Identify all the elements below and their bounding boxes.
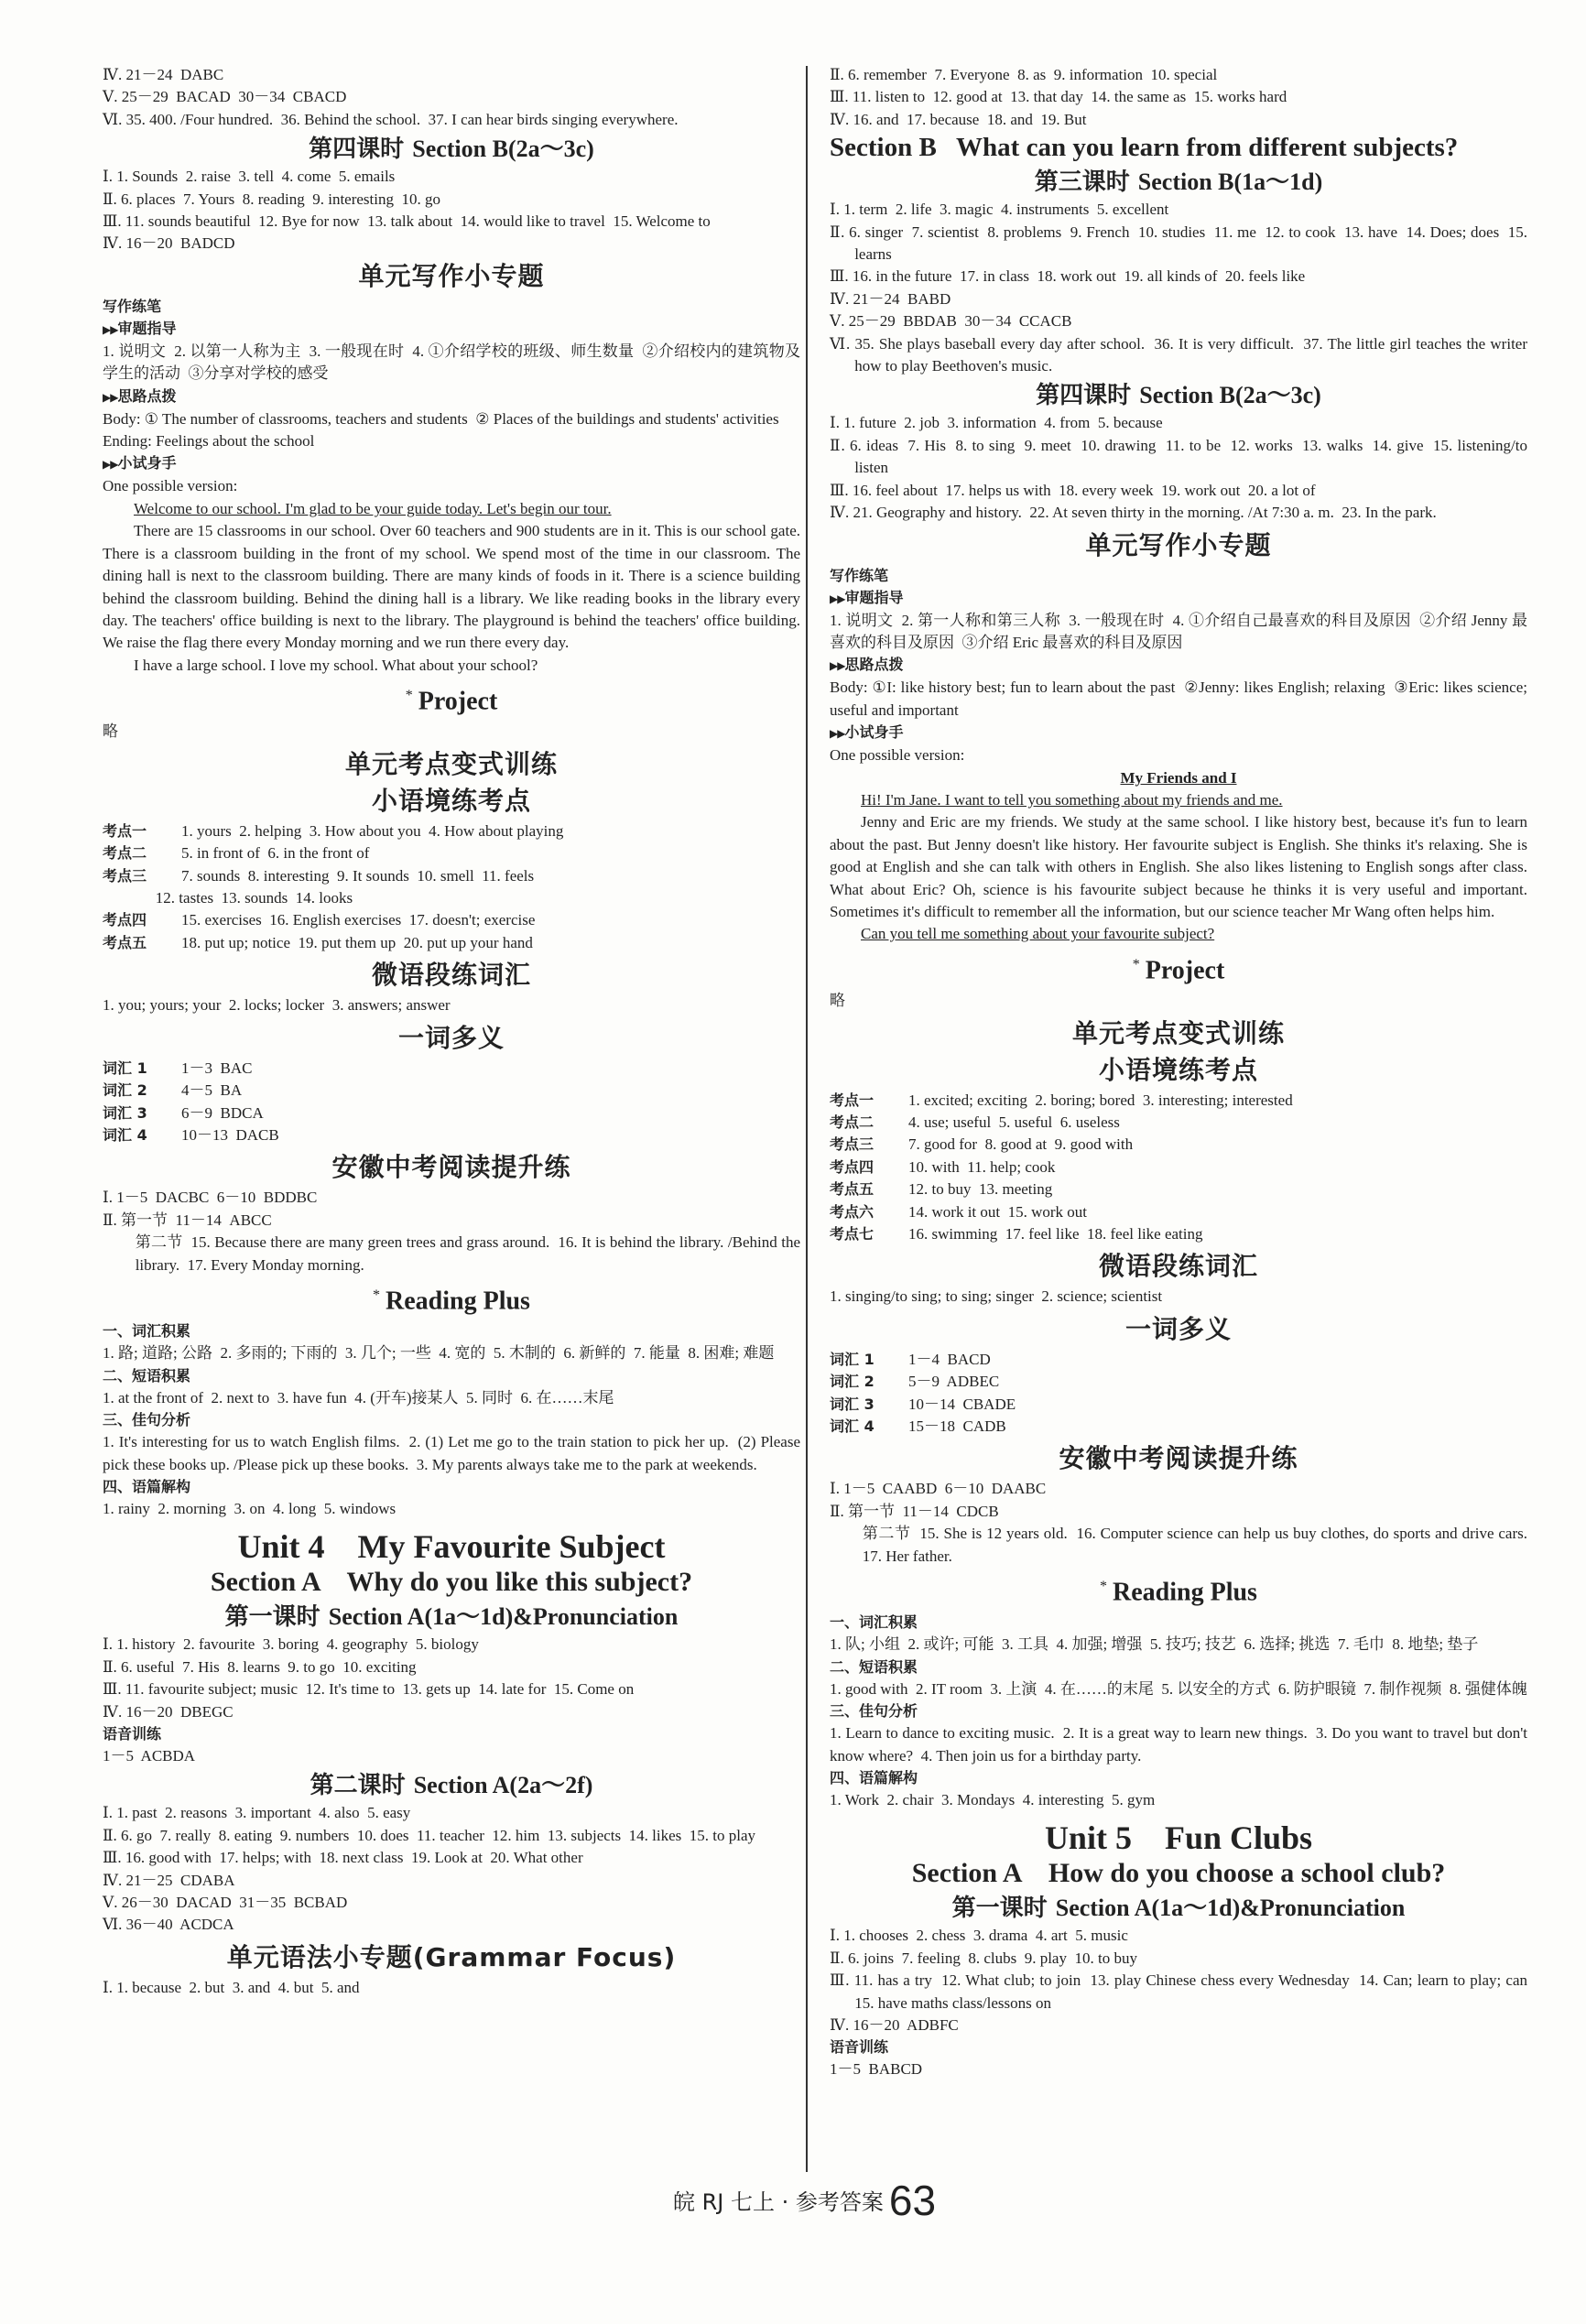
keypoint-answers: 15－18 CADB <box>908 1417 1006 1435</box>
answer-line: Ⅲ. 16. good with 17. helps; with 18. next class 19. Look at 20. What other <box>103 1849 583 1867</box>
star-icon: * <box>373 1287 381 1303</box>
keypoint-answers: 5－9 ADBEC <box>908 1373 1000 1391</box>
keypoint-answers: 1. excited; exciting 2. boring; bored 3. interesting; interested <box>908 1091 1293 1109</box>
section-label-text: 一、词汇积累 <box>830 1613 918 1632</box>
keypoint-answers: 15. exercises 16. English exercises 17. doesn't; exercise <box>181 911 536 929</box>
answer-line: Ending: Feelings about the school <box>103 432 315 451</box>
answer-line: Ⅴ. 25－29 BACAD 30－34 CBACD <box>103 88 347 106</box>
section-label-text: 二、短语积累 <box>830 1657 918 1676</box>
keypoint-line <box>830 1394 1527 1416</box>
answer-line: Ⅰ. 1. past 2. reasons 3. important 4. also 5. easy <box>103 1804 411 1822</box>
keypoint-line <box>103 1124 800 1146</box>
answer-line: Body: ① The number of classrooms, teachers and students ② Places of the buildings and students' activities <box>103 409 779 428</box>
keypoint-line <box>103 1080 800 1102</box>
keypoint-answers: 4. use; useful 5. useful 6. useless <box>908 1113 1120 1131</box>
unit-title: Unit 5 Fun Clubs <box>1044 1819 1313 1857</box>
english-heading-text: Project <box>418 687 498 716</box>
lesson-number: 第四课时 <box>309 136 405 164</box>
answer-line: 1. Work 2. chair 3. Mondays 4. interesting 5. gym <box>830 1790 1156 1808</box>
keypoint-line <box>103 842 800 864</box>
answer-line: Body: ①I: like history best; fun to learn about the past ②Jenny: likes English; relaxing ③Eric: likes science; useful and important <box>830 679 1532 719</box>
keypoint-answers: 1. yours 2. helping 3. How about you 4. How about playing <box>181 821 564 840</box>
essay-paragraph: I have a large school. I love my school. What about your school? <box>134 656 538 674</box>
section-label-text: 小试身手 <box>117 454 177 472</box>
keypoint-line <box>830 1112 1527 1134</box>
arrow-icon: ▶▶ <box>103 390 118 404</box>
english-heading-text: Reading Plus <box>386 1287 530 1316</box>
answer-line: Ⅱ. 6. remember 7. Everyone 8. as 9. information 10. special <box>830 66 1218 83</box>
answer-line: 略 <box>830 992 845 1010</box>
answer-line: Ⅳ. 16－20 BADCD <box>103 234 235 253</box>
keypoint-line <box>830 1349 1527 1371</box>
keypoint-label: 词汇 4 <box>830 1417 874 1435</box>
left-column <box>103 64 805 1999</box>
topic-heading: 单元考点变式训练 <box>344 748 558 779</box>
answer-line: Ⅳ. 21－24 BABD <box>830 289 951 308</box>
lesson-section: Section A(1a～1d)&Pronunciation <box>1055 1895 1406 1922</box>
star-icon: * <box>1132 956 1140 972</box>
answer-line: 1. at the front of 2. next to 3. have fun 4. (开车)接某人 5. 同时 6. 在……末尾 <box>103 1388 614 1406</box>
lesson-number: 第一课时 <box>224 1603 320 1632</box>
keypoint-answers: 7. good for 8. good at 9. good with <box>908 1135 1134 1154</box>
keypoint-answers: 5. in front of 6. in the front of <box>181 844 370 863</box>
answer-line: Ⅱ. 6. joins 7. feeling 8. clubs 9. play 10. to buy <box>830 1949 1137 1967</box>
keypoint-answers: 6－9 BDCA <box>181 1103 264 1122</box>
lesson-number: 第一课时 <box>951 1895 1048 1923</box>
answer-line: Ⅱ. 第一节 11－14 CDCB <box>830 1502 999 1520</box>
lesson-heading <box>103 1771 800 1800</box>
keypoint-label: 词汇 1 <box>830 1350 874 1368</box>
section-label <box>103 1320 800 1342</box>
keypoint-label: 词汇 2 <box>830 1373 874 1391</box>
essay-title: My Friends and I <box>1120 768 1237 787</box>
keypoint-line <box>103 932 800 954</box>
section-label-text: 思路点拨 <box>117 386 177 405</box>
lesson-number: 第四课时 <box>1036 382 1132 410</box>
answer-line: 1. 说明文 2. 以第一人称为主 3. 一般现在时 4. ①介绍学校的班级、师生数量 ②介绍校内的建筑物及学生的活动 ③分享对学校的感受 <box>103 342 800 383</box>
section-label <box>830 587 1527 610</box>
section-label <box>830 722 1527 744</box>
section-label <box>103 1409 800 1431</box>
arrow-icon: ▶▶ <box>830 727 845 741</box>
topic-heading: 一词多义 <box>1124 1313 1232 1344</box>
answer-line: Ⅰ. 1－5 DACBC 6－10 BDDBC <box>103 1189 318 1207</box>
lesson-number: 第三课时 <box>1034 168 1130 197</box>
essay-paragraph: There are 15 classrooms in our school. Over 60 teachers and 900 students are in it. This is our school gate. There is a classroom building in the front of my school. We spend most of the time in our classroom. The dining hall is next to the classroom building. There are many kinds of foods in it. There is a science building behind the classroom building. Behind the dining hall is a library. We like reading books in the library every day. The teachers' office building is next to the library. The playground is behind the teachers' office building. We raise the flag there every Monday morning and we run there every day. <box>103 522 805 652</box>
keypoint-line <box>103 1102 800 1124</box>
keypoint-line <box>830 1178 1527 1200</box>
keypoint-line <box>103 820 800 842</box>
keypoint-answers: 1－4 BACD <box>908 1350 991 1368</box>
section-label <box>830 1700 1527 1722</box>
section-label <box>103 296 800 318</box>
lesson-section: Section B(2a～3c) <box>412 136 594 163</box>
keypoint-label: 词汇 3 <box>830 1395 874 1413</box>
keypoint-line <box>830 1201 1527 1223</box>
section-label <box>103 386 800 408</box>
keypoint-answers: 18. put up; notice 19. put them up 20. put up your hand <box>181 933 533 951</box>
answer-line: 1. you; yours; your 2. locks; locker 3. answers; answer <box>103 996 451 1015</box>
answer-line: Ⅳ. 21－25 CDABA <box>103 1871 235 1889</box>
lesson-section: Section A(1a～1d)&Pronunciation <box>328 1603 679 1631</box>
keypoint-line <box>830 1416 1527 1438</box>
topic-heading: 安徽中考阅读提升练 <box>1059 1443 1298 1474</box>
right-column <box>830 64 1536 2081</box>
unit-title: Unit 4 My Favourite Subject <box>237 1528 666 1566</box>
answer-line: 1－5 ACBDA <box>103 1746 196 1765</box>
answer-line: 1. It's interesting for us to watch English films. 2. (1) Let me go to the train station to pick her up. (2) Please pick these books up. /Please pick up these books. 3. My parents always take me to the park at weekends. <box>103 1433 805 1473</box>
english-heading-text: Project <box>1145 956 1225 985</box>
topic-heading: 微语段练词汇 <box>371 960 531 991</box>
answer-line: One possible version: <box>830 746 965 765</box>
section-label-text: 审题指导 <box>844 588 904 606</box>
answer-line: Ⅱ. 6. places 7. Yours 8. reading 9. interesting 10. go <box>103 190 440 208</box>
keypoint-label: 考点三 <box>830 1135 874 1154</box>
answer-line: Ⅳ. 16－20 ADBFC <box>830 2016 959 2034</box>
star-icon: * <box>1100 1579 1108 1595</box>
essay-paragraph: Can you tell me something about your favourite subject? <box>861 925 1215 943</box>
answer-line: Ⅲ. 16. in the future 17. in class 18. work out 19. all kinds of 20. feels like <box>830 267 1306 286</box>
essay-paragraph: Jenny and Eric are my friends. We study at the same school. I like history best, because it's fun to learn about the past. But Jenny doesn't like history. Her favourite subject is English. She thinks it's relaxing. She is good at English and she can talk with others in English. She also likes listening to English songs after class. What about Eric? Oh, science is his favourite subject because he thinks it is very useful and important. Sometimes it's difficult to remember all the information, but our science teacher Mr Wang often helps him. <box>830 813 1532 920</box>
footer-label: 皖 RJ 七上 · 参考答案 <box>673 2189 884 2215</box>
answer-line: Ⅳ. 16－20 DBEGC <box>103 1702 234 1721</box>
keypoint-label: 考点六 <box>830 1202 874 1221</box>
answer-line: Ⅰ. 1. history 2. favourite 3. boring 4. geography 5. biology <box>103 1635 479 1654</box>
topic-heading: 微语段练词汇 <box>1098 1251 1258 1282</box>
lesson-heading <box>830 381 1527 410</box>
keypoint-answers: 1－3 BAC <box>181 1059 253 1077</box>
keypoint-answers: 7. sounds 8. interesting 9. It sounds 10. smell 11. feels <box>181 866 535 885</box>
keypoint-label: 考点四 <box>830 1157 874 1176</box>
keypoint-label: 考点四 <box>103 911 147 929</box>
answer-line: Ⅰ. 1. chooses 2. chess 3. drama 4. art 5. music <box>830 1927 1128 1945</box>
answer-line: Ⅵ. 35. 400. /Four hundred. 36. Behind the school. 37. I can hear birds singing everywhere. <box>103 110 679 128</box>
section-title: Section B What can you learn from different subjects? <box>830 133 1459 163</box>
topic-heading: 一词多义 <box>397 1022 505 1053</box>
section-label <box>103 452 800 475</box>
keypoint-label: 词汇 2 <box>103 1081 147 1100</box>
page-number: 63 <box>888 2177 937 2224</box>
answer-line: Ⅱ. 6. go 7. really 8. eating 9. numbers 10. does 11. teacher 12. him 13. subjects 14. likes 15. to play <box>103 1826 755 1844</box>
keypoint-answers: 12. to buy 13. meeting <box>908 1180 1053 1199</box>
english-heading-text: Reading Plus <box>1113 1578 1257 1607</box>
answer-line: 1. 说明文 2. 第一人称和第三人称 3. 一般现在时 4. ①介绍自己最喜欢的科目及原因 ②介绍 Jenny 最喜欢的科目及原因 ③介绍 Eric 最喜欢的科目及原因 <box>830 611 1527 651</box>
essay-paragraph: Hi! I'm Jane. I want to tell you something about my friends and me. <box>861 790 1283 809</box>
answer-line: Ⅲ. 11. listen to 12. good at 13. that day 14. the same as 15. works hard <box>830 88 1287 106</box>
keypoint-line <box>830 1157 1527 1178</box>
section-label-text: 审题指导 <box>117 319 177 337</box>
keypoint-answers: 14. work it out 15. work out <box>908 1202 1088 1221</box>
answer-line: Ⅲ. 11. favourite subject; music 12. It's time to 13. gets up 14. late for 15. Come on <box>103 1680 635 1699</box>
english-heading <box>830 950 1527 986</box>
keypoint-label: 考点七 <box>830 1224 874 1243</box>
keypoint-answers: 4－5 BA <box>181 1081 243 1100</box>
answer-line: One possible version: <box>103 477 238 495</box>
answer-line: Ⅰ. 1－5 CAABD 6－10 DAABC <box>830 1480 1047 1498</box>
section-label-text: 一、词汇积累 <box>103 1322 191 1341</box>
topic-heading: 单元写作小专题 <box>1085 529 1272 560</box>
topic-heading: 单元考点变式训练 <box>1071 1017 1285 1048</box>
answer-line: 1－5 BABCD <box>830 2060 923 2079</box>
keypoint-label: 考点三 <box>103 866 147 885</box>
section-label-text: 语音训练 <box>103 1724 162 1743</box>
keypoint-label: 词汇 3 <box>103 1103 147 1122</box>
section-label <box>103 1723 800 1745</box>
keypoint-label: 考点五 <box>103 933 147 951</box>
keypoint-label: 词汇 4 <box>103 1125 147 1144</box>
answer-line: Ⅳ. 21－24 DABC <box>103 66 224 83</box>
answer-line: 12. tastes 13. sounds 14. looks <box>155 889 353 907</box>
answer-line: 1. singing/to sing; to sing; singer 2. science; scientist <box>830 1287 1163 1306</box>
section-title: Section A How do you choose a school club? <box>911 1858 1446 1889</box>
arrow-icon: ▶▶ <box>103 322 118 336</box>
section-label <box>830 654 1527 677</box>
section-label <box>830 1612 1527 1634</box>
keypoint-line <box>830 1371 1527 1393</box>
lesson-heading <box>103 135 800 164</box>
keypoint-label: 考点二 <box>830 1113 874 1131</box>
answer-line: 第二节 15. She is 12 years old. 16. Computer science can help us buy clothes, do sports and drive cars. 17. Her father. <box>862 1525 1536 1565</box>
page-footer <box>673 2177 966 2225</box>
answer-line: 略 <box>103 722 118 741</box>
section-label-text: 小试身手 <box>844 723 904 742</box>
section-label <box>103 1365 800 1387</box>
section-label <box>830 1656 1527 1678</box>
lesson-number: 第二课时 <box>310 1772 406 1800</box>
lesson-heading <box>830 1894 1527 1923</box>
section-label-text: 语音训练 <box>830 2038 889 2057</box>
section-label <box>103 1476 800 1498</box>
topic-heading: 小语境练考点 <box>371 785 531 816</box>
lesson-heading <box>103 1602 800 1632</box>
keypoint-answers: 16. swimming 17. feel like 18. feel like eating <box>908 1224 1203 1243</box>
answer-line: Ⅰ. 1. future 2. job 3. information 4. from 5. because <box>830 414 1163 432</box>
topic-heading: 单元语法小专题(Grammar Focus) <box>226 1941 677 1972</box>
answer-line: 1. rainy 2. morning 3. on 4. long 5. windows <box>103 1499 396 1517</box>
section-label-text: 四、语篇解构 <box>103 1477 191 1495</box>
keypoint-answers: 10－13 DACB <box>181 1125 279 1144</box>
answer-line: Ⅱ. 6. ideas 7. His 8. to sing 9. meet 10. drawing 11. to be 12. works 13. walks 14. give 15. listening/to listen <box>830 436 1532 477</box>
section-label-text: 四、语篇解构 <box>830 1768 918 1786</box>
answer-line: Ⅵ. 36－40 ACDCA <box>103 1916 234 1934</box>
english-heading <box>103 1280 800 1317</box>
essay-paragraph: Welcome to our school. I'm glad to be your guide today. Let's begin our tour. <box>134 499 612 517</box>
keypoint-label: 考点一 <box>103 821 147 840</box>
answer-line: Ⅰ. 1. Sounds 2. raise 3. tell 4. come 5. emails <box>103 168 396 186</box>
column-divider <box>806 66 808 2172</box>
keypoint-answers: 10－14 CBADE <box>908 1395 1016 1413</box>
answer-line: Ⅱ. 6. singer 7. scientist 8. problems 9. French 10. studies 11. me 12. to cook 13. have 14. Does; does 15. learns <box>830 223 1532 264</box>
answer-line: Ⅲ. 11. sounds beautiful 12. Bye for now 13. talk about 14. would like to travel 15. Welcome to <box>103 212 711 231</box>
lesson-section: Section A(2a～2f) <box>413 1772 593 1799</box>
answer-line: Ⅰ. 1. term 2. life 3. magic 4. instruments 5. excellent <box>830 201 1169 219</box>
answer-line: Ⅳ. 21. Geography and history. 22. At seven thirty in the morning. /At 7:30 a. m. 23. In the park. <box>830 504 1437 522</box>
keypoint-label: 考点五 <box>830 1180 874 1199</box>
answer-line: 1. Learn to dance to exciting music. 2. It is a great way to learn new things. 3. Do you want to travel but don't know where? 4. Then join us for a birthday party. <box>830 1724 1532 1765</box>
answer-line: Ⅴ. 25－29 BBDAB 30－34 CCACB <box>830 312 1072 331</box>
section-label <box>830 2036 1527 2058</box>
section-title: Section A Why do you like this subject? <box>210 1567 693 1598</box>
lesson-section: Section B(1a～1d) <box>1137 168 1323 196</box>
keypoint-line <box>103 909 800 931</box>
english-heading <box>830 1571 1527 1608</box>
keypoint-label: 词汇 1 <box>103 1059 147 1077</box>
english-heading <box>103 680 800 717</box>
keypoint-line <box>103 865 800 887</box>
arrow-icon: ▶▶ <box>830 592 845 605</box>
section-label-text: 三、佳句分析 <box>103 1411 191 1429</box>
answer-line: Ⅱ. 6. useful 7. His 8. learns 9. to go 10. exciting <box>103 1657 417 1676</box>
lesson-section: Section B(2a～3c) <box>1139 382 1321 409</box>
topic-heading: 单元写作小专题 <box>358 260 545 291</box>
keypoint-line <box>830 1090 1527 1112</box>
lesson-heading <box>830 168 1527 197</box>
answer-line: 1. 路; 道路; 公路 2. 多雨的; 下雨的 3. 几个; 一些 4. 宽的 5. 木制的 6. 新鲜的 7. 能量 8. 困难; 难题 <box>103 1344 775 1363</box>
answer-line: 第二节 15. Because there are many green trees and grass around. 16. It is behind the library. /Behind the library. 17. Every Monday morning. <box>135 1233 805 1274</box>
keypoint-answers: 10. with 11. help; cook <box>908 1157 1056 1176</box>
keypoint-line <box>830 1223 1527 1245</box>
answer-line: 1. good with 2. IT room 3. 上演 4. 在……的末尾 5. 以安全的方式 6. 防护眼镜 7. 制作视频 8. 强健体魄 <box>830 1679 1527 1698</box>
answer-line: Ⅲ. 16. feel about 17. helps us with 18. every week 19. work out 20. a lot of <box>830 481 1316 499</box>
section-label <box>103 318 800 341</box>
keypoint-line <box>830 1134 1527 1156</box>
arrow-icon: ▶▶ <box>103 458 118 472</box>
star-icon: * <box>405 688 413 704</box>
answer-line: Ⅱ. 第一节 11－14 ABCC <box>103 1211 272 1229</box>
section-label-text: 写作练笔 <box>103 297 162 315</box>
section-label-text: 思路点拨 <box>844 656 904 674</box>
arrow-icon: ▶▶ <box>830 659 845 673</box>
answer-line: 1. 队; 小组 2. 或许; 可能 3. 工具 4. 加强; 增强 5. 技巧; 技艺 6. 选择; 挑选 7. 毛巾 8. 地垫; 垫子 <box>830 1635 1479 1654</box>
section-label-text: 写作练笔 <box>830 566 889 584</box>
answer-line: Ⅳ. 16. and 17. because 18. and 19. But <box>830 110 1087 128</box>
keypoint-label: 考点二 <box>103 844 147 863</box>
answer-line: Ⅴ. 26－30 DACAD 31－35 BCBAD <box>103 1893 348 1911</box>
section-label-text: 二、短语积累 <box>103 1366 191 1385</box>
section-label <box>830 1767 1527 1789</box>
answer-line: Ⅲ. 11. has a try 12. What club; to join 13. play Chinese chess every Wednesday 14. Can; learn to play; can 15. have maths class/lessons on <box>830 1971 1536 2012</box>
answer-line: Ⅵ. 35. She plays baseball every day after school. 36. It is very difficult. 37. The little girl teaches the writer how to play Beethoven's music. <box>830 334 1532 375</box>
topic-heading: 安徽中考阅读提升练 <box>331 1152 571 1183</box>
keypoint-label: 考点一 <box>830 1091 874 1109</box>
answer-line: Ⅰ. 1. because 2. but 3. and 4. but 5. and <box>103 1978 360 1996</box>
topic-heading: 小语境练考点 <box>1098 1054 1258 1085</box>
section-label <box>830 565 1527 587</box>
keypoint-line <box>103 1058 800 1080</box>
section-label-text: 三、佳句分析 <box>830 1702 918 1721</box>
